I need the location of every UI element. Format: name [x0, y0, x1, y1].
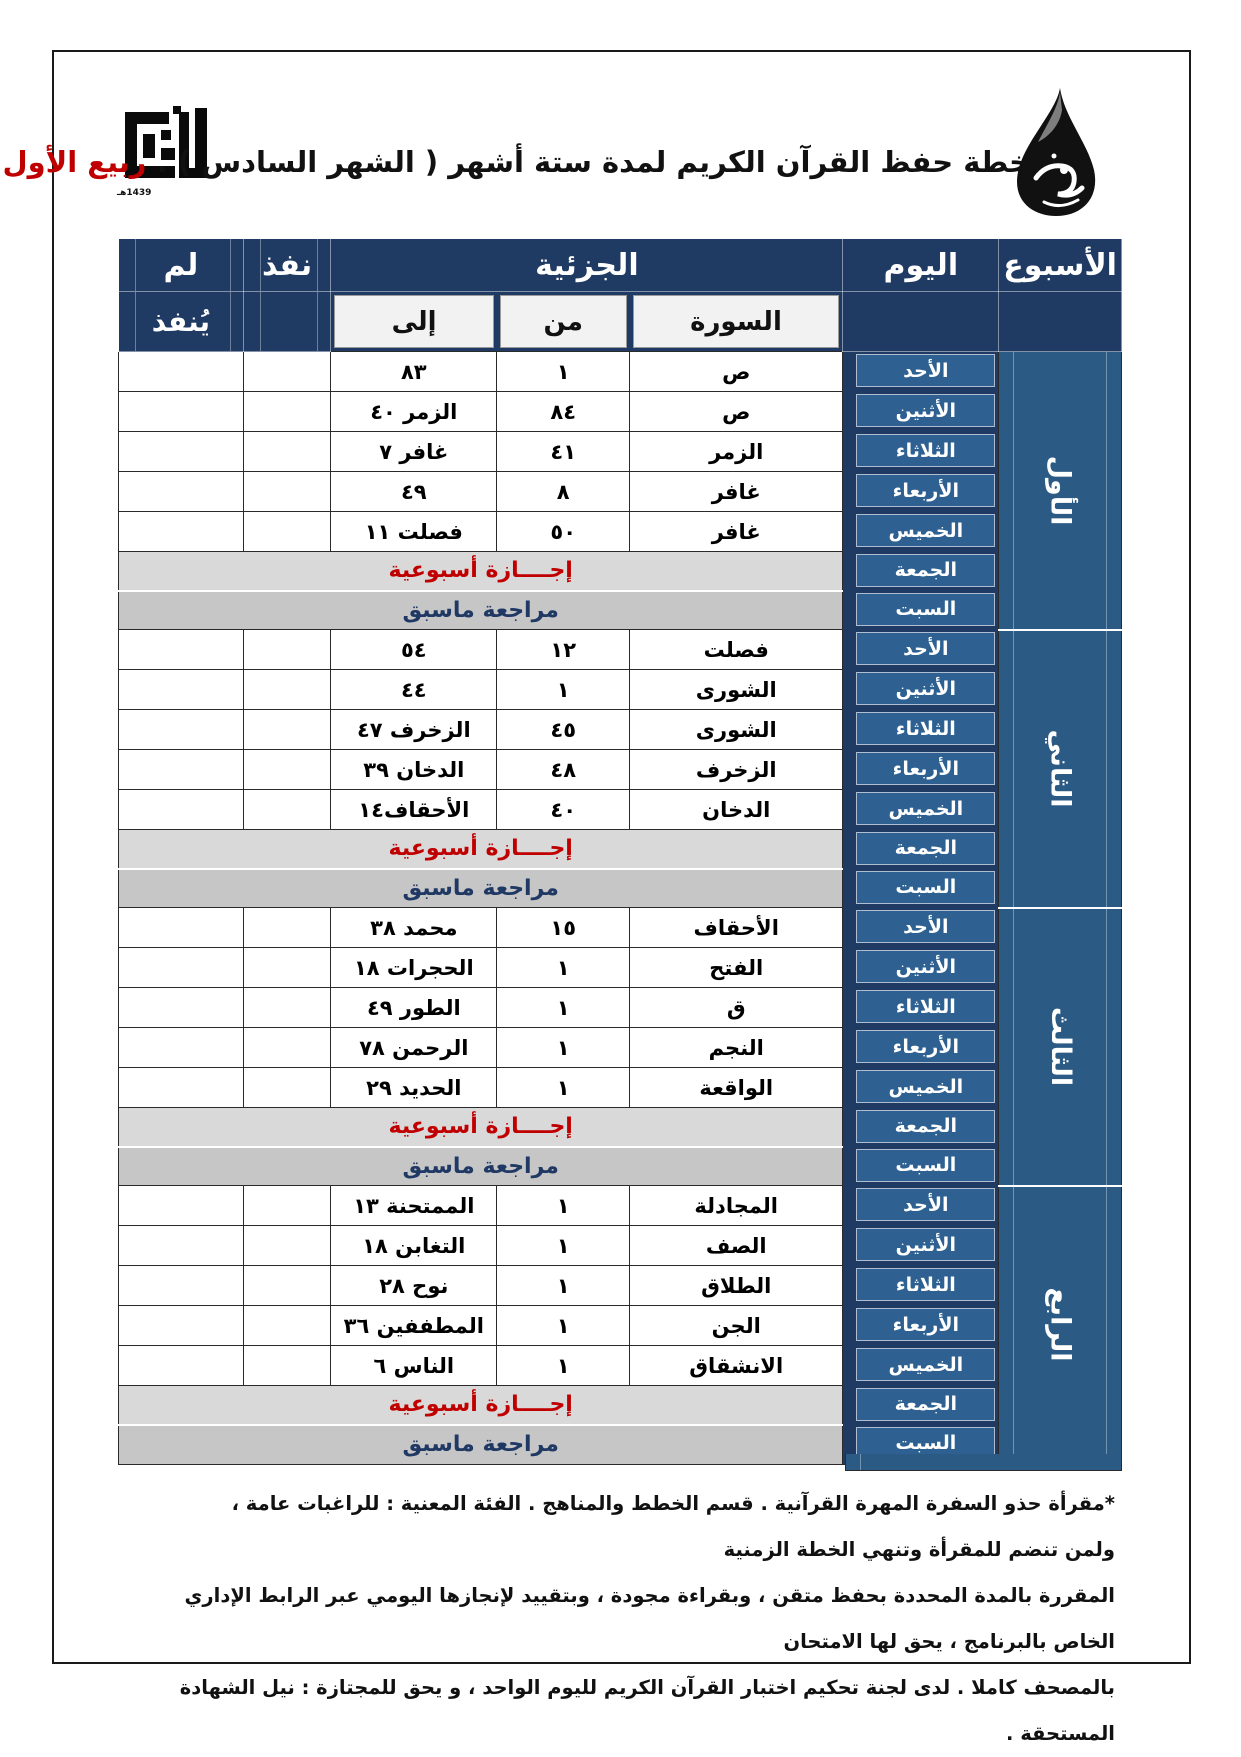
day-name: الجمعة	[856, 554, 995, 587]
day-name: الأحد	[856, 632, 995, 665]
done-empty-cell	[243, 1068, 331, 1108]
week-cell	[999, 352, 1122, 630]
col-header-not-top: لم	[119, 239, 244, 292]
done-empty-cell	[243, 988, 331, 1028]
done-empty-cell	[243, 1226, 331, 1266]
surah-cell: الطلاق	[630, 1266, 843, 1306]
day-name: السبت	[856, 1427, 995, 1460]
from-cell: ١٢	[497, 630, 630, 670]
day-name: الأثنين	[856, 394, 995, 427]
day-cell	[843, 670, 999, 710]
surah-cell: غافر	[630, 512, 843, 552]
day-cell	[843, 948, 999, 988]
from-cell: ١	[497, 1306, 630, 1346]
notdone-empty-cell	[119, 948, 244, 988]
surah-cell: المجادلة	[630, 1186, 843, 1226]
day-cell	[843, 630, 999, 670]
table-row	[119, 352, 1122, 392]
notdone-empty-cell	[119, 750, 244, 790]
notdone-empty-cell	[119, 630, 244, 670]
footer-line-3: بالمصحف كاملا . لدى لجنة تحكيم اختبار القرآن الكريم لليوم الواحد ، و يحق للمجتازة : نيل الشهادة المستحقة .	[179, 1676, 1115, 1745]
surah-cell: الزمر	[630, 432, 843, 472]
surah-cell: غافر	[630, 472, 843, 512]
from-cell: ١	[497, 1186, 630, 1226]
done-empty-cell	[243, 392, 331, 432]
table-row	[119, 1226, 1122, 1266]
day-name: الثلاثاء	[856, 434, 995, 467]
day-cell	[843, 591, 999, 630]
to-cell: الزخرف ٤٧	[331, 710, 497, 750]
surah-cell: ق	[630, 988, 843, 1028]
to-cell: الممتحنة ١٣	[331, 1186, 497, 1226]
day-cell	[843, 1068, 999, 1108]
header-spacer-week	[999, 292, 1122, 352]
table-row	[119, 392, 1122, 432]
col-header-portion: الجزئية	[331, 239, 843, 292]
day-name: الأحد	[856, 354, 995, 387]
to-cell: الطور ٤٩	[331, 988, 497, 1028]
from-cell: ٥٠	[497, 512, 630, 552]
day-cell	[843, 1266, 999, 1306]
day-cell	[843, 1186, 999, 1226]
notdone-empty-cell	[119, 1028, 244, 1068]
footer-notes	[175, 1481, 1115, 1757]
table-footer-strip	[845, 1454, 1122, 1471]
col-header-day: اليوم	[843, 239, 999, 292]
from-cell: ١	[497, 1266, 630, 1306]
table-row	[119, 472, 1122, 512]
notdone-empty-cell	[119, 1266, 244, 1306]
done-empty-cell	[243, 948, 331, 988]
day-name: الأثنين	[856, 672, 995, 705]
col-header-surah: السورة	[630, 292, 843, 352]
review-banner: مراجعة ماسبق	[119, 869, 843, 908]
table-row	[119, 591, 1122, 630]
table-row	[119, 830, 1122, 869]
to-cell: الأحقاف١٤	[331, 790, 497, 830]
from-cell: ١٥	[497, 908, 630, 948]
done-empty-cell	[243, 908, 331, 948]
day-name: الأثنين	[856, 1228, 995, 1261]
done-empty-cell	[243, 750, 331, 790]
day-name: الأربعاء	[856, 1030, 995, 1063]
day-cell	[843, 1386, 999, 1425]
table-row	[119, 1346, 1122, 1386]
day-name: الخميس	[856, 792, 995, 825]
header-row-1	[119, 239, 1122, 292]
to-cell: محمد ٣٨	[331, 908, 497, 948]
day-cell	[843, 750, 999, 790]
from-cell: ١	[497, 1068, 630, 1108]
done-empty-cell	[243, 432, 331, 472]
plan-table-body	[119, 352, 1122, 1465]
from-cell: ١	[497, 988, 630, 1028]
day-name: الثلاثاء	[856, 1268, 995, 1301]
surah-cell: النجم	[630, 1028, 843, 1068]
day-cell	[843, 352, 999, 392]
day-cell	[843, 790, 999, 830]
day-cell	[843, 472, 999, 512]
week-label: الثالث	[1044, 1006, 1076, 1087]
table-row	[119, 1386, 1122, 1425]
table-row	[119, 512, 1122, 552]
surah-cell: الانشقاق	[630, 1346, 843, 1386]
to-cell: الحديد ٢٩	[331, 1068, 497, 1108]
plan-table-head	[119, 239, 1122, 352]
to-cell: نوح ٢٨	[331, 1266, 497, 1306]
day-name: الخميس	[856, 514, 995, 547]
table-row	[119, 630, 1122, 670]
header-row-2	[119, 292, 1122, 352]
day-name: الأحد	[856, 1188, 995, 1221]
header-spacer-day	[843, 292, 999, 352]
from-cell: ١	[497, 352, 630, 392]
notdone-empty-cell	[119, 1346, 244, 1386]
to-cell: فصلت ١١	[331, 512, 497, 552]
table-row	[119, 750, 1122, 790]
surah-cell: الواقعة	[630, 1068, 843, 1108]
table-row	[119, 1306, 1122, 1346]
to-cell: الرحمن ٧٨	[331, 1028, 497, 1068]
surah-cell: الزخرف	[630, 750, 843, 790]
from-cell: ٤٠	[497, 790, 630, 830]
table-row	[119, 670, 1122, 710]
from-cell: ١	[497, 1028, 630, 1068]
to-cell: ٨٣	[331, 352, 497, 392]
surah-cell: الأحقاف	[630, 908, 843, 948]
day-cell	[843, 1306, 999, 1346]
notdone-empty-cell	[119, 1226, 244, 1266]
day-cell	[843, 1028, 999, 1068]
title-month-text: ربيع الأول	[2, 145, 147, 179]
day-name: الثلاثاء	[856, 990, 995, 1023]
done-empty-cell	[243, 670, 331, 710]
table-row	[119, 432, 1122, 472]
day-name: السبت	[856, 1149, 995, 1182]
notdone-empty-cell	[119, 988, 244, 1028]
done-empty-cell	[243, 710, 331, 750]
header-spacer-done	[243, 292, 331, 352]
col-header-not-bottom: يُنفذ	[119, 292, 244, 352]
done-empty-cell	[243, 630, 331, 670]
day-name: الثلاثاء	[856, 712, 995, 745]
notdone-empty-cell	[119, 1068, 244, 1108]
day-cell	[843, 392, 999, 432]
table-row	[119, 908, 1122, 948]
day-cell	[843, 869, 999, 908]
surah-cell: ص	[630, 392, 843, 432]
table-row	[119, 1028, 1122, 1068]
footer-line-2: المقررة بالمدة المحددة بحفظ متقن ، وبقراءة مجودة ، وبتقييد لإنجازها اليومي عبر الرابط الإداري الخاص بالبرنامج ، يحق لها الامتحان	[184, 1584, 1115, 1653]
notdone-empty-cell	[119, 1306, 244, 1346]
table-row	[119, 1147, 1122, 1186]
surah-cell: الدخان	[630, 790, 843, 830]
week-cell	[999, 908, 1122, 1186]
surah-cell: الجن	[630, 1306, 843, 1346]
table-row	[119, 1186, 1122, 1226]
day-cell	[843, 1226, 999, 1266]
from-cell: ١	[497, 1346, 630, 1386]
done-empty-cell	[243, 1028, 331, 1068]
day-name: الأثنين	[856, 950, 995, 983]
table-row	[119, 552, 1122, 591]
to-cell: الدخان ٣٩	[331, 750, 497, 790]
day-name: الجمعة	[856, 832, 995, 865]
day-name: الأربعاء	[856, 752, 995, 785]
table-row	[119, 790, 1122, 830]
to-cell: الزمر ٤٠	[331, 392, 497, 432]
table-row	[119, 710, 1122, 750]
day-cell	[843, 988, 999, 1028]
col-header-done: نفذ	[243, 239, 331, 292]
day-cell	[843, 1346, 999, 1386]
to-cell: ٤٤	[331, 670, 497, 710]
day-name: الجمعة	[856, 1110, 995, 1143]
to-cell: الحجرات ١٨	[331, 948, 497, 988]
done-empty-cell	[243, 790, 331, 830]
notdone-empty-cell	[119, 908, 244, 948]
weekly-holiday-banner: إجــــازة أسبوعية	[119, 552, 843, 591]
surah-cell: الشورى	[630, 710, 843, 750]
to-cell: ٤٩	[331, 472, 497, 512]
memorization-plan-table	[118, 238, 1122, 1465]
notdone-empty-cell	[119, 392, 244, 432]
week-label: الرابع	[1044, 1287, 1076, 1362]
to-cell: التغابن ١٨	[331, 1226, 497, 1266]
surah-cell: الشورى	[630, 670, 843, 710]
notdone-empty-cell	[119, 1186, 244, 1226]
day-name: الجمعة	[856, 1388, 995, 1421]
surah-cell: ص	[630, 352, 843, 392]
from-cell: ٨٤	[497, 392, 630, 432]
day-name: الأربعاء	[856, 1308, 995, 1341]
notdone-empty-cell	[119, 790, 244, 830]
day-name: السبت	[856, 593, 995, 626]
from-cell: ٤١	[497, 432, 630, 472]
weekly-holiday-banner: إجــــازة أسبوعية	[119, 1108, 843, 1147]
from-cell: ١	[497, 670, 630, 710]
day-cell	[843, 710, 999, 750]
surah-cell: فصلت	[630, 630, 843, 670]
from-cell: ١	[497, 948, 630, 988]
to-cell: الناس ٦	[331, 1346, 497, 1386]
done-empty-cell	[243, 1186, 331, 1226]
title-main-text: خطة حفظ القرآن الكريم لمدة ستة أشهر ( الشهر السادس ) .	[146, 145, 1030, 179]
day-name: الأربعاء	[856, 474, 995, 507]
table-row	[119, 948, 1122, 988]
notdone-empty-cell	[119, 710, 244, 750]
done-empty-cell	[243, 1306, 331, 1346]
to-cell: المطففين ٣٦	[331, 1306, 497, 1346]
weekly-holiday-banner: إجــــازة أسبوعية	[119, 1386, 843, 1425]
review-banner: مراجعة ماسبق	[119, 1425, 843, 1465]
to-cell: غافر ٧	[331, 432, 497, 472]
footer-line-1: *مقرأة حذو السفرة المهرة القرآنية . قسم الخطط والمناهج . الفئة المعنية : للراغبات عامة ، ولمن تنضم للمقرأة وتنهي الخطة الزمنية	[231, 1492, 1115, 1561]
day-cell	[843, 432, 999, 472]
day-cell	[843, 552, 999, 591]
table-row	[119, 1068, 1122, 1108]
day-name: الخميس	[856, 1070, 995, 1103]
to-cell: ٥٤	[331, 630, 497, 670]
done-empty-cell	[243, 472, 331, 512]
notdone-empty-cell	[119, 352, 244, 392]
logo-year-text: 1439هـ	[117, 188, 152, 198]
table-row	[119, 1266, 1122, 1306]
week-cell	[999, 1186, 1122, 1465]
day-name: السبت	[856, 871, 995, 904]
done-empty-cell	[243, 1266, 331, 1306]
done-empty-cell	[243, 512, 331, 552]
notdone-empty-cell	[119, 472, 244, 512]
col-header-week: الأسبوع	[999, 239, 1122, 292]
table-row	[119, 988, 1122, 1028]
review-banner: مراجعة ماسبق	[119, 1147, 843, 1186]
day-name: الأحد	[856, 910, 995, 943]
weekly-holiday-banner: إجــــازة أسبوعية	[119, 830, 843, 869]
surah-cell: الصف	[630, 1226, 843, 1266]
notdone-empty-cell	[119, 432, 244, 472]
day-cell	[843, 1108, 999, 1147]
col-header-from: من	[497, 292, 630, 352]
done-empty-cell	[243, 352, 331, 392]
from-cell: ٨	[497, 472, 630, 512]
from-cell: ٤٥	[497, 710, 630, 750]
table-row	[119, 869, 1122, 908]
surah-cell: الفتح	[630, 948, 843, 988]
day-cell	[843, 908, 999, 948]
review-banner: مراجعة ماسبق	[119, 591, 843, 630]
table-row	[119, 1108, 1122, 1147]
document-title	[2, 138, 1030, 186]
done-empty-cell	[243, 1346, 331, 1386]
day-cell	[843, 830, 999, 869]
week-cell	[999, 630, 1122, 908]
col-header-to: إلى	[331, 292, 497, 352]
from-cell: ١	[497, 1226, 630, 1266]
week-label: الأول	[1044, 455, 1076, 526]
day-cell	[843, 1147, 999, 1186]
from-cell: ٤٨	[497, 750, 630, 790]
week-label: الثاني	[1044, 729, 1076, 808]
notdone-empty-cell	[119, 512, 244, 552]
day-name: الخميس	[856, 1348, 995, 1381]
day-cell	[843, 512, 999, 552]
notdone-empty-cell	[119, 670, 244, 710]
